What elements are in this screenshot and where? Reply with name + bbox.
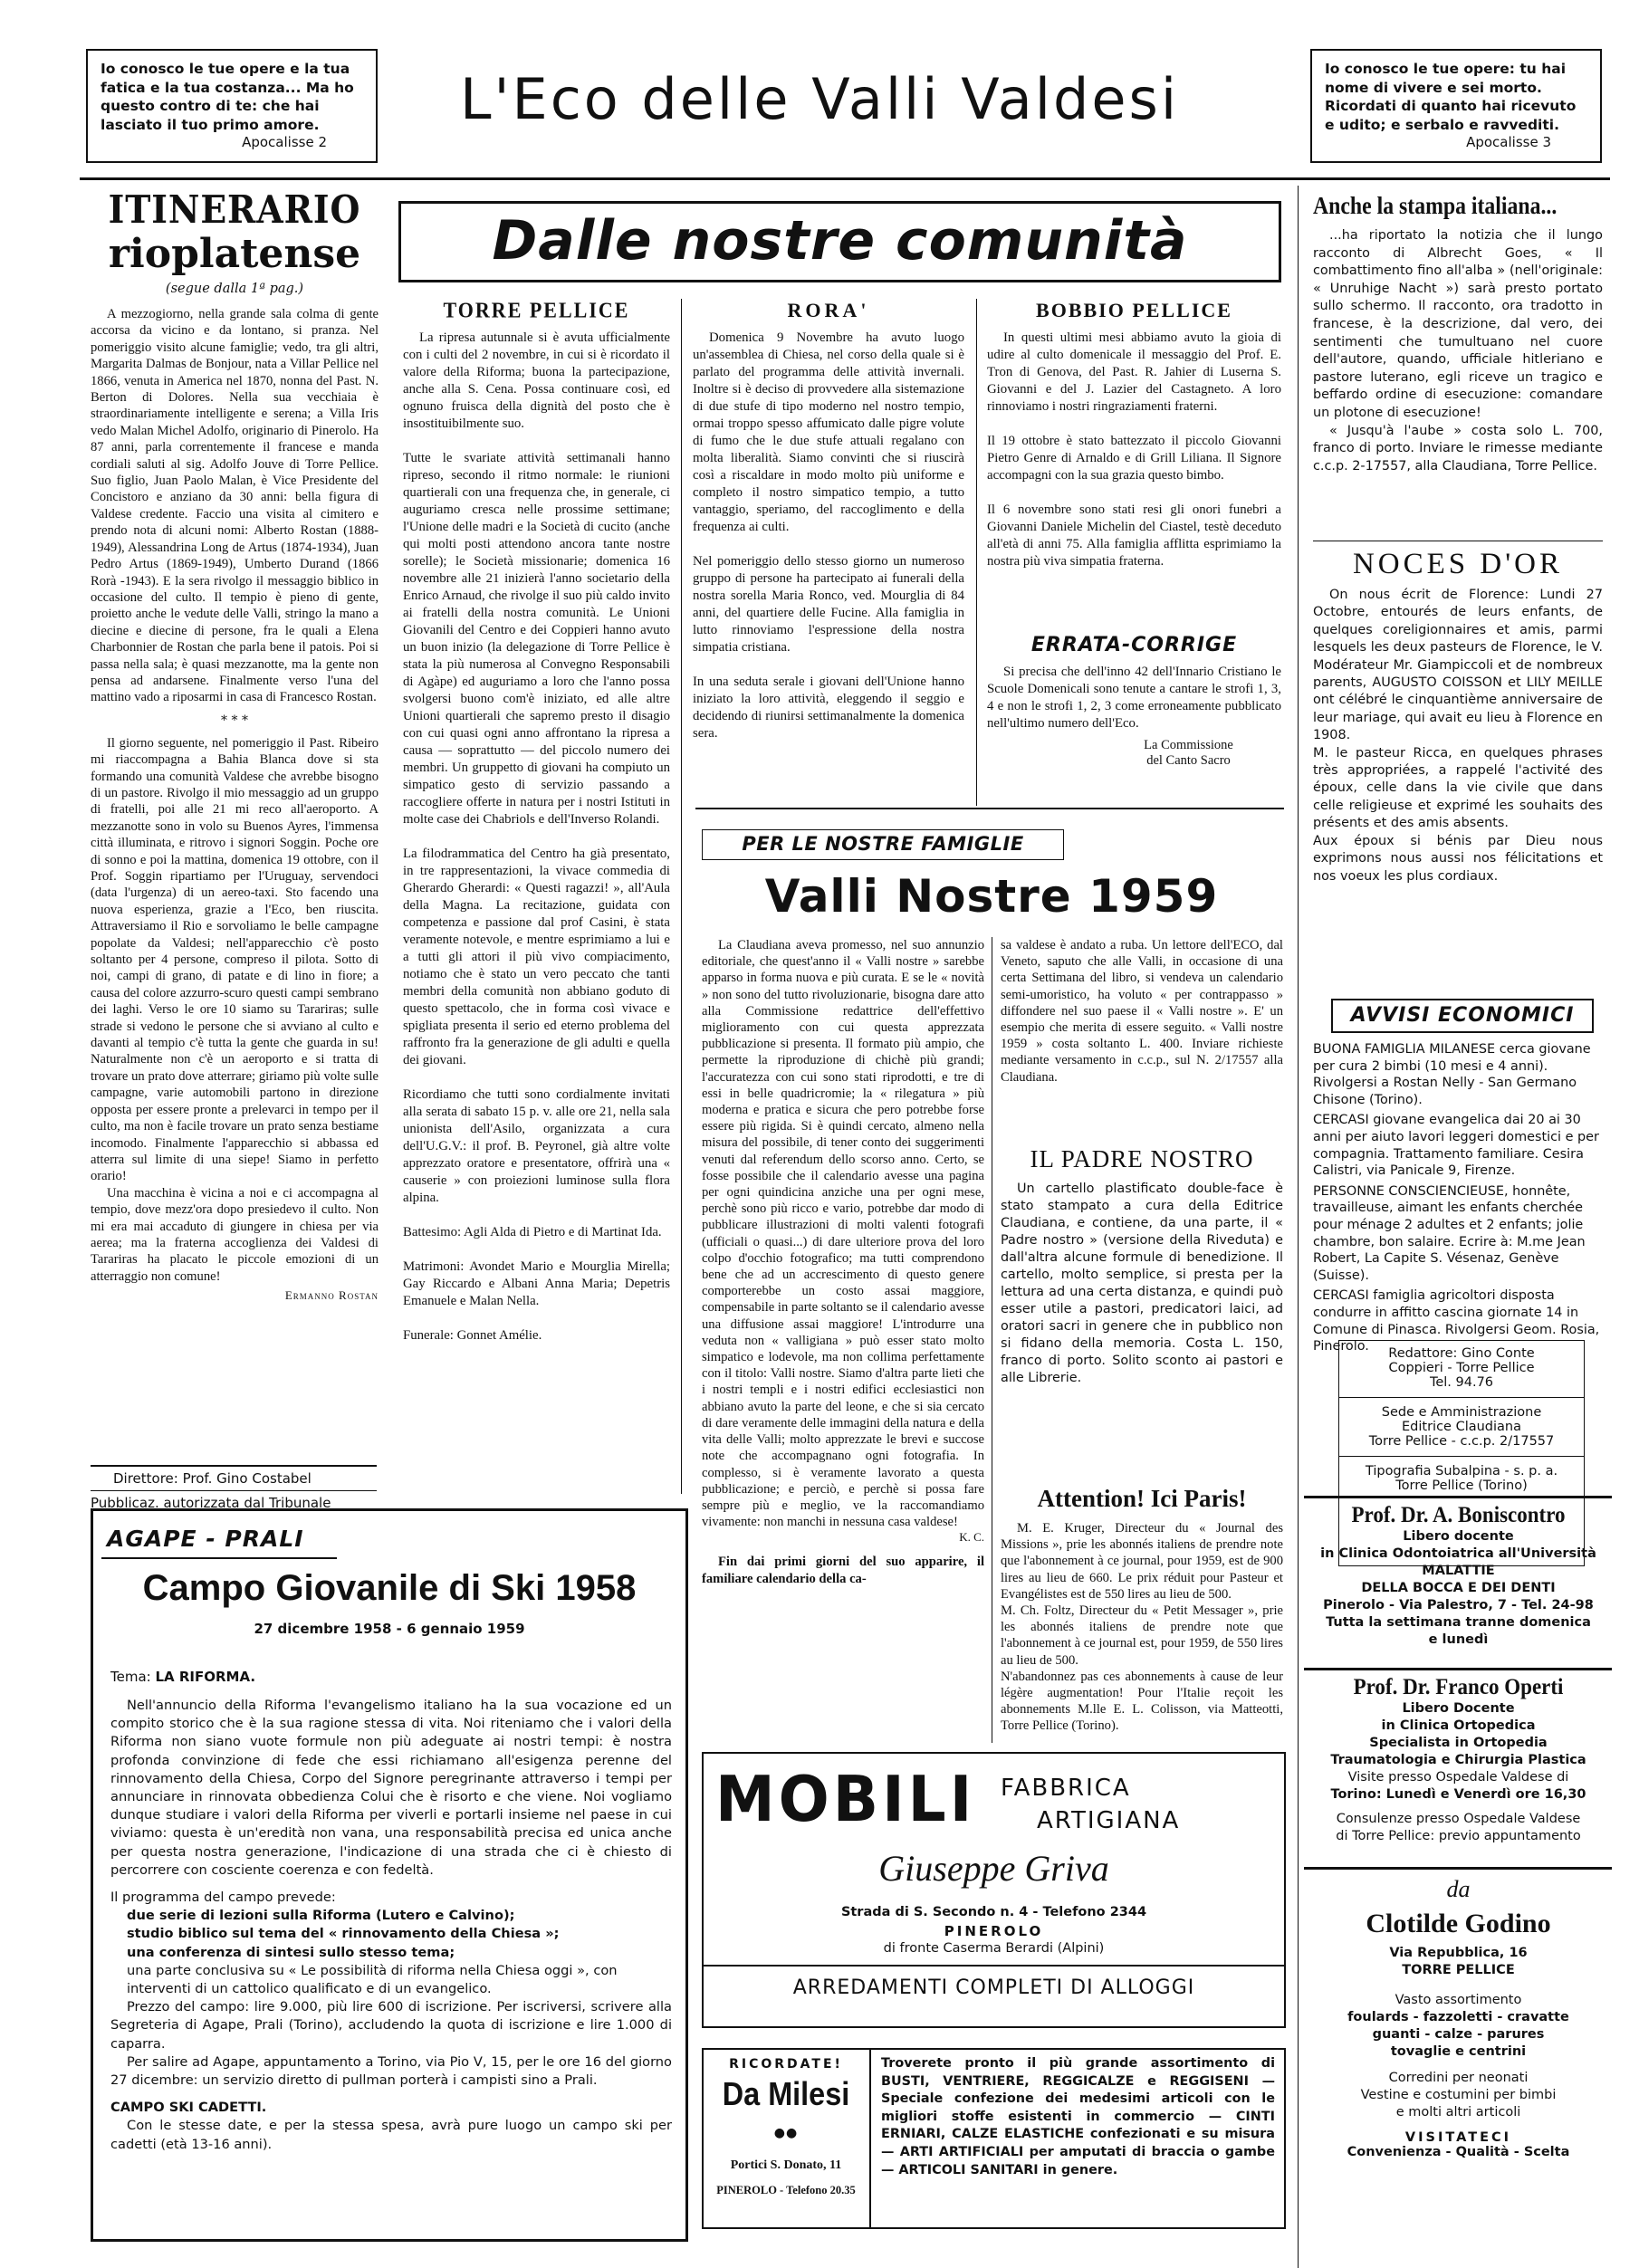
itinerario-article xyxy=(91,188,379,1303)
famiglie-col-1 xyxy=(702,937,984,1587)
godino-line: Vasto assortimento xyxy=(1395,1993,1522,2007)
godino-da: da xyxy=(1446,1876,1471,1902)
famiglie-tag xyxy=(702,829,1064,860)
operti-line: Visite presso Ospedale Valdese di xyxy=(1347,1770,1569,1785)
mobili-city: PINEROLO xyxy=(944,1923,1044,1939)
footer-left-rule-top xyxy=(91,1465,377,1467)
col-rule-1 xyxy=(681,299,682,1494)
mobili-artigiana: ARTIGIANA xyxy=(1037,1807,1181,1834)
masthead-title: L'Eco delle Valli Valdesi xyxy=(459,66,1180,132)
mobili-big: MOBILI xyxy=(715,1763,976,1836)
famiglie-col1-text: La Claudiana aveva promesso, nel suo annunzio editoriale, che quest'anno il « Valli nostre » sarebbe apparso in forma nuova e più curata. E se le « novità » non sono del tutto rivoluzionarie, bisogna dare atto alla Commissione redattrice dell'effettivo miglioramento con cui questa apprezzata pubblicazione si presenta. Il formato più ampio, che permette la riproduzione di chichè più grandi; l'accuratezza con cui sono stati riprodotti, e tre di essi in belle quadricromie; la « rilegatura » più moderna e pratica e sicura che pero potrebbe forse essere più rigida. Si è quindi cercato, almeno nella misura del possibile, di tener conto dei suggerimenti venuti dal referendum dello scorso anno. Certo, se fosse possibile che il calendario avesse una pagina per ogni quindicina anziche una per ogni mese, perchè sono più ricco e vario, potrebbe dar modo di pubblicare illustrazioni di molti valenti fotografi (ufficiali o quasi...) di dare ulteriore prova del loro colpo d'occhio fotografico; ma tutti comprendono bene che ad un accrescimento di questo genere comporterebbe un costo assai maggiore, compensabile in parte soltanto se il calendario avesse una diffusione assai maggiore! L'introdurre una veduta non « valligiana » può esser stato molto simpatico e lodevole, ma non collima perfettamente con il titolo: Valli nostre. Siamo d'altra parte lieti che i nostri templi e i nostri edifici ecclesiastici non abbiano avuto la parte del leone, e che si sia cercato di dare veramente delle immagini della natura e della vita delle Valli; molto apprezzate le brevi e succose note che accompagnano ogni fotografia. In complesso, si è veramente lavorato a questa pubblicazione; e perciò, e perchè si possa fare sempre più e meglio, ve la raccomandiamo vivamente: non manchi in nessuna casa valdese! xyxy=(702,938,984,1530)
famiglie-col1-tail: Fin dai primi giorni del suo apparire, il familiare calendario della ca- xyxy=(702,1555,984,1586)
boniscontro-line: in Clinica Odontoiatrica all'Università xyxy=(1320,1546,1596,1561)
milesi-text: Troverete pronto il più grande assortimento di BUSTI, VENTRIERE, REGGICALZE e REGGISENI — Speciale confezione dei medesimi articoli con le migliori stoffe esistenti in commercio — CINTI ERNIARI, CALZE ELASTICHE confezionati e su misura — ARTI ARTIFICIALI per amputati di braccia o gambe — ARTICOLI SANITARI in genere. xyxy=(881,2056,1275,2177)
agape-p2: Il programma del campo prevede: xyxy=(110,1890,336,1906)
boniscontro-rule-top xyxy=(1304,1496,1612,1498)
itinerario-p1: A mezzogiorno, nella grande sala colma di gente accorsa da vicino e da lontano, si pranza. Nel pomeriggio visito alcune famiglie; vedo, tra gli altri, Margarita Dalmas de Bonjour, nata a Villar Pellice nel 1866, venuta in America nel 1870, nonna del Past. N. Berton di Dolores. Nella sua vecchiaia è straordinariamente intelligente e serena; a Villa Iris vedo Malan Michel Adolfo, originario di Pinerolo. Ha 87 anni, parla correntemente il francese e manda cordiali saluti al sig. Adolfo Jouve di Torre Pellice. Suo figlio, Juan Paolo Malan, è Vice Presidente del Concistoro e anziano da 30 anni: bella figura di Valdese credente. Faccio una visita al cimitero e prendo nota di alcuni nomi: Alberto Rostan (1888-1949), Alessandrina Long de Artus (1874-1934), Juan Pedro Artus (1869-1949), Umberto Durand (1866 Rorà -1943). E la sera rivolgo il messaggio biblico in occasione del culto. Il tempio è pieno di gente, proietto anche le vedute delle Valli, stringo la mano a diecine e diecine di persone, fra le quali a Elena Charbonnier de Rostan che parla bene il patois. Poi si passa nella sala; è quasi mezzanotte, ma la gente non pensa ad andarsene. Finalmente verso l'una del mattino vado a riposarmi in casa di Francesco Rostan. xyxy=(91,307,379,705)
famiglie-col2-text: sa valdese è andato a ruba. Un lettore dell'ECO, dal Veneto, saputo che alle Valli, in occasione di una certa Settimana del libro, si vendeva un calendario semi-umoristico, ha voluto « per contrappasso » diffondere nel suo paese il « Valli nostre ». E' un esempio che merita di essere seguito. « Valli nostre 1959 » costa soltanto L. 400. Inviare richieste mediante versamento in c.c.p., sul N. 2/17557 alla Claudiana. xyxy=(1001,938,1283,1085)
avvisi-item: BUONA FAMIGLIA MILANESE cerca giovane per cura 2 bimbi (10 mesi e 4 anni). Rivolgersi a Rostan Nelly - San Germano Chisone (Torino). xyxy=(1313,1042,1591,1107)
stampa-section xyxy=(1313,192,1603,475)
famiglie-col-2 xyxy=(1001,937,1283,1086)
agape-body xyxy=(110,1668,672,2154)
godino-line: tovaglie e centrini xyxy=(1390,2044,1527,2059)
col-rule-2 xyxy=(976,299,977,806)
editrice-line: Editrice Claudiana xyxy=(1402,1420,1521,1434)
agape-cadetti-title: CAMPO SKI CADETTI. xyxy=(110,2100,267,2116)
agape-tema-label: Tema: xyxy=(110,1669,151,1685)
milesi-name: Da Milesi xyxy=(722,2075,850,2112)
mobili-divider xyxy=(702,1965,1286,1967)
attention-title: Attention! Ici Paris! xyxy=(1037,1485,1247,1512)
agape-p2b: studio biblico sul tema del « rinnovamento della Chiesa »; xyxy=(127,1926,560,1942)
redattore-tel: Tel. 94.76 xyxy=(1429,1375,1494,1390)
milesi-divider xyxy=(869,2048,871,2229)
godino-name: Clotilde Godino xyxy=(1366,1909,1551,1938)
errata-text: Si precisa che dell'inno 42 dell'Innario Cristiano le Scuole Domenicali sono tenute a cantare le strofi 1, 3, 4 e non le strofi 1, 2, 3 come erroneamente pubblicato nell'ultimo numero dell'Eco. xyxy=(987,665,1281,731)
footer-left-rule-mid xyxy=(91,1490,377,1491)
itinerario-signature: Ermanno Rostan xyxy=(284,1288,379,1303)
itinerario-continuation: (segue dalla 1ª pag.) xyxy=(165,282,304,296)
milesi-ricordate: RICORDATE! xyxy=(729,2057,843,2072)
agape-p4: Per salire ad Agape, appuntamento a Torino, via Pio V, 15, per le ore 16 del giorno 27 dicembre: un servizio diretto di pullman porterà i campisti sino a Prali. xyxy=(110,2053,672,2089)
sede-line: Sede e Amministrazione xyxy=(1381,1405,1542,1420)
quote-left-ref: Apocalisse 2 xyxy=(242,134,327,150)
agape-cadetti: Con le stesse date, e per la stessa spesa, avrà pure luogo un campo ski per cadetti (età 13-16 anni). xyxy=(110,2118,672,2152)
ccp-line: Torre Pellice - c.c.p. 2/17557 xyxy=(1368,1434,1555,1449)
godino-rule-top xyxy=(1304,1867,1612,1870)
operti-line: Consulenze presso Ospedale Valdese xyxy=(1336,1812,1581,1826)
famiglie-col1-sign: K. C. xyxy=(959,1530,984,1545)
agape-tag: AGAPE - PRALI xyxy=(107,1526,304,1552)
avvisi-item: CERCASI giovane evangelica dai 20 ai 30 anni per aiuto lavori leggeri domestici e per compagnia. Trattamento familiare. Cesira Calistri, via Panicale 9, Firenze. xyxy=(1313,1113,1599,1179)
operti-line: in Clinica Ortopedica xyxy=(1381,1718,1536,1733)
milesi-address: Portici S. Donato, 11 xyxy=(730,2158,842,2172)
redattore-address: Coppieri - Torre Pellice xyxy=(1388,1361,1535,1375)
masthead-quote-left xyxy=(86,49,378,163)
agape-p3: Prezzo del campo: lire 9.000, più lire 600 di iscrizione. Per iscriversi, scrivere alla Segreteria di Agape, Prali (Torino), accludendo la quota di iscrizione e lire 1.000 di caparra. xyxy=(110,1999,672,2052)
rora-heading: RORA' xyxy=(787,299,870,321)
famiglie-tag-text: PER LE NOSTRE FAMIGLIE xyxy=(742,833,1024,855)
operti-name: Prof. Dr. Franco Operti xyxy=(1353,1675,1564,1699)
attention-text: M. E. Kruger, Directeur du « Journal des Missions », prie les abonnés italiens de prendre note que l'abonnement à ce journal, pour 1959, est de 900 lires au lieu de 660. Le prix réduit pour Pasteur et Evangélistes est de 550 lires au lieu de 500. M. Ch. Foltz, Directeur du « Petit Messager », prie les abonnés italiens de prendre note que l'abonnement à ce journal est, pour 1959, de 550 lires au lieu de 500. N'abandonnez pas ces abonnements à cause de leur légère augmentation! Pour l'Italie reçoit les abonnements M.lle E. L. Colisson, via Matteotti, Torre Pellice (Torino). xyxy=(1001,1521,1283,1734)
milesi-dots: ●● xyxy=(773,2126,799,2140)
errata-section xyxy=(987,634,1281,769)
milesi-city: PINEROLO - Telefono 20.35 xyxy=(716,2184,856,2196)
bobbio-heading: BOBBIO PELLICE xyxy=(1036,299,1232,321)
godino-line: Corredini per neonati xyxy=(1388,2071,1529,2085)
torre-heading: TORRE PELLICE xyxy=(443,297,630,323)
avvisi-title: AVVISI ECONOMICI xyxy=(1350,1004,1575,1027)
director-line: Direttore: Prof. Gino Costabel xyxy=(113,1470,312,1487)
itinerario-subtitle-big: rioplatense xyxy=(108,231,361,277)
comunita-bottom-rule xyxy=(695,808,1284,809)
agape-p2a: due serie di lezioni sulla Riforma (Lutero e Calvino); xyxy=(127,1908,515,1924)
mobili-address: Strada di S. Secondo n. 4 - Telefono 2344 xyxy=(840,1905,1147,1919)
agape-title: Campo Giovanile di Ski 1958 xyxy=(142,1568,637,1608)
tipografia-city: Torre Pellice (Torino) xyxy=(1395,1479,1528,1493)
stampa-title: Anche la stampa italiana... xyxy=(1313,192,1558,219)
agape-tema: LA RIFORMA. xyxy=(155,1669,256,1685)
operti-line: Specialista in Ortopedia xyxy=(1369,1736,1548,1750)
godino-visitateci: VISITATECI xyxy=(1404,2130,1512,2145)
godino-line: Vestine e costumini per bimbi xyxy=(1360,2088,1557,2102)
godino-address: Via Repubblica, 16 xyxy=(1389,1946,1528,1960)
attention-section xyxy=(1001,1485,1283,1735)
operti-ad xyxy=(1311,1675,1605,1845)
boniscontro-line: Libero docente xyxy=(1403,1529,1514,1544)
godino-line: guanti - calze - parures xyxy=(1372,2027,1545,2042)
padre-nostro-text: Un cartello plastificato double-face è stato stampato a cura della Editrice Claudiana, e contiene, da una parte, il « Padre nostro » (versione della Riveduta) e dall'altra alcune formule di benedizione. Il cartello, molto semplice, si presta per la lettura ad una certa distanza, e quindi può esser utile a pastori, predicatori laici, ad oratori sacri in genere che in pubblico non si fidano della memoria. Costa L. 150, franco di porto. Solito sconto ai pastori e alle Librerie. xyxy=(1001,1182,1283,1385)
bobbio-text: In questi ultimi mesi abbiamo avuto la gioia di udire al culto domenicale il messaggio del Prof. E. Tron di Genova, del Past. R. Jahier di Luserna S. Giovanni e del J. Lazier del Castagneto. A loro rinnoviamo i nostri ringraziamenti fraterni. Il 19 ottobre è stato battezzato il piccolo Giovanni Pietro Genre di Arnaldo e di Grill Liliana. Il Signore accompagni con la sua grazia questo bimbo. Il 6 novembre sono stati resi gli onori funebri a Giovanni Daniele Michelin del Ciastel, testè deceduto all'età di anni 75. Alla famiglia afflitta esprimiamo la nostra più viva simpatia fraterna. xyxy=(987,330,1281,569)
operti-line: di Torre Pellice: previo appuntamento xyxy=(1336,1829,1581,1843)
godino-ad xyxy=(1311,1876,1605,2159)
operti-line: Traumatologia e Chirurgia Plastica xyxy=(1330,1753,1586,1767)
padre-nostro-title: IL PADRE NOSTRO xyxy=(1030,1145,1254,1172)
stampa-text-2: « Jusqu'à l'aube » costa solo L. 700, franco di porto. Inviare le rimesse mediante c.c.p. 2-17557, alla Claudiana, Torre Pellice. xyxy=(1313,423,1603,474)
godino-line: foulards - fazzoletti - cravatte xyxy=(1347,2010,1569,2024)
mobili-fabbrica: FABBRICA xyxy=(1001,1775,1131,1802)
operti-line: Torino: Lunedì e Venerdì ore 16,30 xyxy=(1330,1787,1586,1802)
masthead-quote-right xyxy=(1310,49,1602,163)
quote-left-text: Io conosco le tue opere e la tua fatica e la tua costanza... Ma ho questo contro di te: che hai lasciato il tuo primo amore. xyxy=(101,61,354,133)
godino-city: TORRE PELLICE xyxy=(1402,1963,1515,1977)
boniscontro-line: Pinerolo - Via Palestro, 7 - Tel. 24-98 xyxy=(1323,1598,1594,1612)
quote-right-ref: Apocalisse 3 xyxy=(1466,134,1551,150)
errata-sign-2: del Canto Sacro xyxy=(1146,753,1231,768)
boniscontro-line: MALATTIE xyxy=(1422,1564,1495,1578)
godino-slogan: Convenienza - Qualità - Scelta xyxy=(1347,2145,1570,2159)
mobili-near: di fronte Caserma Berardi (Alpini) xyxy=(883,1941,1105,1956)
agape-p2d: una parte conclusiva su « Le possibilità di riforma nella Chiesa oggi », con interventi di un cattolico qualificato e di un evangelico. xyxy=(127,1962,618,1997)
torre-text: La ripresa autunnale si è avuta ufficialmente con i culti del 2 novembre, in cui si è ricordato il valore della Riforma; buona la partecipazione, anche alla S. Cena. Possa continuare così, ed ognuno fruisca della dignità del posto che è insostituibilmente suo. Tutte le svariate attività settimanali hanno ripreso, secondo il ritmo normale: le riunioni quartierali con una frequenza che, in generale, ci auguriamo cresca nelle prossime settimane; l'Unione delle madri e la Società di cucito (anche qui molti posti attendono ancora tante nostre sorelle); le Società missionarie; domenica 16 novembre alle 21 inizierà l'anno societario della Enrico Arnaud, che rivolge il suo più caldo invito ai fratelli della nostra comunità. Le Unioni Giovanili del Centro e dei Coppieri hanno avuto un buon inizio (la delegazione di Torre Pellice è stata la più numerosa al Convegno Responsabili di Agàpe) ed auguriamo a loro che l'anno possa svolgersi buono com'è iniziato, ed alle altre Unioni quartierali che sapremo presto il disagio con cui quasi ogni anno affrontano la ripresa a causa — soprattutto — del piccolo numero dei membri. Un gruppetto di giovani ha compiuto un simpatico gesto di servizio passando a raccogliere offerte in natura per i nostri Istituti in molte case dei Chabriols e dell'Inverso Rolandi. La filodrammatica del Centro ha già presentato, in tre rappresentazioni, la vivace commedia di Gherardo Gherardi: « Questi ragazzi! », all'Aula della Magna. La recitazione, guidata con competenza e passione dal prof Casini, è stata veramente notevole, e mentre esprimiamo a lui e a tutti gli attori il più vivo compiacimento, notiamo che è stato un vero peccato che tanti membri della comunità non abbiano goduto di questo spettacolo, che in forma così vivace e spigliata presenta il serio ed eterno problema del raffronto fra la generazione de gli adulti e quella dei giovani. Ricordiamo che tutti sono cordialmente invitati alla serata di sabato 15 p. v. alle ore 21, nella sala unionista dell'Asilo, organizzata a cura dell'U.G.V.: il prof. B. Peyronel, già altre volte apprezzato oratore e presentatore, offrirà una « causerie » con proiezioni luminose sulla flora alpina. Battesimo: Agli Alda di Pietro e di Martinat Ida. Matrimoni: Avondet Mario e Mourglia Mirella; Gay Riccardo e Albani Anna Maria; Depetris Emanuele e Malan Nella. Funerale: Gonnet Amélie. xyxy=(403,330,670,1343)
noces-text: On nous écrit de Florence: Lundi 27 Octobre, entourés de leurs enfants, de quelques coreligionnaires et amis, parmi lesquels les deux pasteurs de Florence, le V. Modérateur Mr. Giampiccoli et de nombreux parents, AUGUSTO COISSON et LILY MEILLE ont célébré le cinquantième anniversaire de leur mariage, qui avait eu lieu à Florence en 1908. M. le pasteur Ricca, en quelques phrases très appropriées, a rappelé l'activité des époux, celle dans la vie civile que dans celle religieuse et exprimé les souhaits des présents et des amis absents. Aux époux si bénis par Dieu nous exprimons nous aussi nos félicitations et nos voeux les plus cordiaux. xyxy=(1313,588,1603,884)
agape-p2c: una conferenza di sintesi sullo stesso tema; xyxy=(127,1944,455,1960)
famiglie-title: Valli Nostre 1959 xyxy=(764,870,1219,923)
boniscontro-line: Tutta la settimana tranne domenica xyxy=(1326,1615,1591,1630)
itinerario-title: ITINERARIO xyxy=(108,187,361,232)
bobbio-section xyxy=(987,299,1281,570)
operti-rule-top xyxy=(1304,1668,1612,1670)
itinerario-stars: * * * xyxy=(221,713,248,728)
authorization-line: Pubblicaz. autorizzata dal Tribunale xyxy=(91,1495,331,1511)
boniscontro-ad xyxy=(1311,1503,1605,1649)
boniscontro-line: e lunedì xyxy=(1428,1632,1489,1647)
col-rule-right xyxy=(1298,186,1299,2268)
noces-title: NOCES D'OR xyxy=(1352,548,1564,580)
avvisi-list xyxy=(1313,1041,1603,1355)
errata-sign-1: La Commissione xyxy=(1144,738,1233,752)
redattore-line: Redattore: Gino Conte xyxy=(1388,1346,1535,1361)
comunita-banner xyxy=(398,201,1281,282)
mobili-slogan: ARREDAMENTI COMPLETI DI ALLOGGI xyxy=(792,1976,1195,1999)
quote-right-text: Io conosco le tue opere: tu hai nome di vivere e sei morto. Ricordati di quanto hai ricevuto e udito; e serbalo e ravvediti. xyxy=(1325,61,1577,133)
noces-section xyxy=(1313,548,1603,885)
boniscontro-name: Prof. Dr. A. Boniscontro xyxy=(1351,1503,1566,1527)
errata-heading: ERRATA-CORRIGE xyxy=(1030,634,1238,656)
avvisi-item: PERSONNE CONSCIENCIEUSE, honnête, travailleuse, aimant les enfants cherchée pour ménage 2 adultes et 2 enfants; jolie chambre, bon salaire. Ecrire à: M.me Jean Robert, La Capite S. Vésenaz, Genève (Suisse). xyxy=(1313,1183,1586,1283)
agape-tag-underline xyxy=(101,1557,337,1559)
rora-text: Domenica 9 Novembre ha avuto luogo un'assemblea di Chiesa, nel corso della quale si è parlato del programma delle attività invernali. Inoltre si è deciso di provvedere alla sistemazione di due stufe di tipo moderno nel nostro tempio, ormai troppo spesso affumicato dalle pigre volute di fumo che le due stufe attuali regalano con molta liberalità. Siamo convinti che si riuscirà così a riscaldare in modo molto più uniforme e completo il nostro simpatico tempio, a tutto vantaggio, speriamo, del raccoglimento e della frequenza ai culti. Nel pomeriggio dello stesso giorno un numeroso gruppo di persone ha partecipato ai funerali della nostra sorella Maria Ronco, ved. Mourglia di 84 anni, del quartiere delle Fucine. Alla famiglia in lutto rinnoviamo l'espressione della nostra simpatia cristiana. In una seduta serale i giovani dell'Unione hanno iniziato la loro attività, eleggendo il seggio e decidendo di riunirsi settimanalmente la domenica sera. xyxy=(693,330,964,741)
boniscontro-line: DELLA BOCCA E DEI DENTI xyxy=(1361,1581,1556,1595)
avvisi-item: CERCASI famiglia agricoltori disposta condurre in affitto cascina giornate 14 in Comune di Pinasca. Rivolgersi Geom. Rosia, Pinerolo. xyxy=(1313,1288,1600,1354)
stampa-text: ...ha riportato la notizia che il lungo racconto di Albrecht Goes, « Il combattimento fino all'alba » (nell'originale: « Unruhige Nacht ») sarà presto portato sullo schermo. Il racconto, ora tradotto in francese, è la descrizione, dal vero, dei sentimenti che tumultuano nel cuore dell'autore, quando, ufficiale hitleriano e pastore luterano, egli riceve un tragico e beffardo ordine di esecuzione: comandare un plotone di esecuzione! xyxy=(1313,228,1603,420)
agape-p1: Nell'annuncio della Riforma l'evangelismo italiano ha la sua vocazione ed un compito storico che è la sua ragione stessa di vita. Noi riteniamo che i valori della Riforma non siano vuote formule non più adeguate ai nostri tempi: è nostra profonda convinzione di fede che essi richiamano all'esigenza perenne del rinnovamento della Chiesa, Corpo del Signore peregrinante attraverso i tempi per annunciare in rinnovata obbedienza Colui che è risorto e che viene. Noi vogliamo dunque studiare i valori della Riforma per viverli e portarli insieme nel paese in cui viviamo: questa è un'eredità non vana, una responsabilità precisa ed unica anche per questa nostra generazione, l'indicazione di una strada che ci è chiesto di percorrere con cosciente coerenza e con fedeltà. xyxy=(110,1698,672,1878)
avvisi-title-box xyxy=(1331,999,1594,1033)
godino-line: e molti altri articoli xyxy=(1395,2105,1521,2120)
comunita-title: Dalle nostre comunità xyxy=(492,209,1188,273)
agape-dates: 27 dicembre 1958 - 6 gennaio 1959 xyxy=(254,1621,525,1637)
itinerario-p2: Il giorno seguente, nel pomeriggio il Past. Ribeiro mi riaccompagna a Bahia Blanca dove si sta formando una comunità Valdese che avrebbe bisogno di un pastore. Rivolgo il mio messaggio ad un gruppo di fratelli, poi alle 21 mi reco all'aeroporto. A mezzanotte sono in volo su Buenos Ayres, l'immensa città illuminata, e ritrovo i signori Soggin. Poche ore di sonno e poi la mattina, domenica 19 ottobre, con il Prof. Soggin ripartiamo per l'Uruguay, servendoci (data l'urgenza) di un aereo-taxi. Sto facendo una nuova esperienza, grazie a l'Eco, ben riuscita. Attraversiamo il Rio e sorvoliamo le belle campagne popolate da Valdesi; nell'apparecchio c'è posto soltanto per 4 persone, compreso il pilota. Sotto di noi, campi di grano, di patate e di lino in fiore; a causa del colore azzurro-scuro questi campi sembrano dei laghi. Verso le ore 10 siamo su Tarariras; sulle strade si vedono le persone che si avviano al culto e davanti al tempio c'è tutta la gente che guarda in su! Naturalmente non c'è un aeroporto e si tratta di trovare un prato dove atterrare; giriamo più volte sulle campagne, varie automobili partono in direzione opposta per essere pronte a prelevarci in tempo per il culto, ma non è facile trovare un prato senza bestiame incomodo. Finalmente l'apparecchio si abbassa ed atterra sul limite di una siepe! Siamo in perfetto orario! xyxy=(91,735,379,1184)
padre-nostro-section xyxy=(1001,1145,1283,1387)
masthead-rule xyxy=(80,177,1610,180)
tipografia-line: Tipografia Subalpina - s. p. a. xyxy=(1365,1464,1558,1479)
operti-line: Libero Docente xyxy=(1402,1701,1515,1716)
mobili-owner: Giuseppe Griva xyxy=(878,1848,1109,1889)
itinerario-p3: Una macchina è vicina a noi e ci accompagna al tempio, dove mezz'ora dopo presiedevo il culto. Non mi era mai accaduto di giungere in chiesa per via aerea; ma la fraterna accoglienza dei Valdesi di Tarariras ha placato le piccole emozioni di un atterraggio non comune! xyxy=(91,1185,379,1284)
rora-section xyxy=(693,299,964,742)
torre-pellice-section xyxy=(403,299,670,1345)
